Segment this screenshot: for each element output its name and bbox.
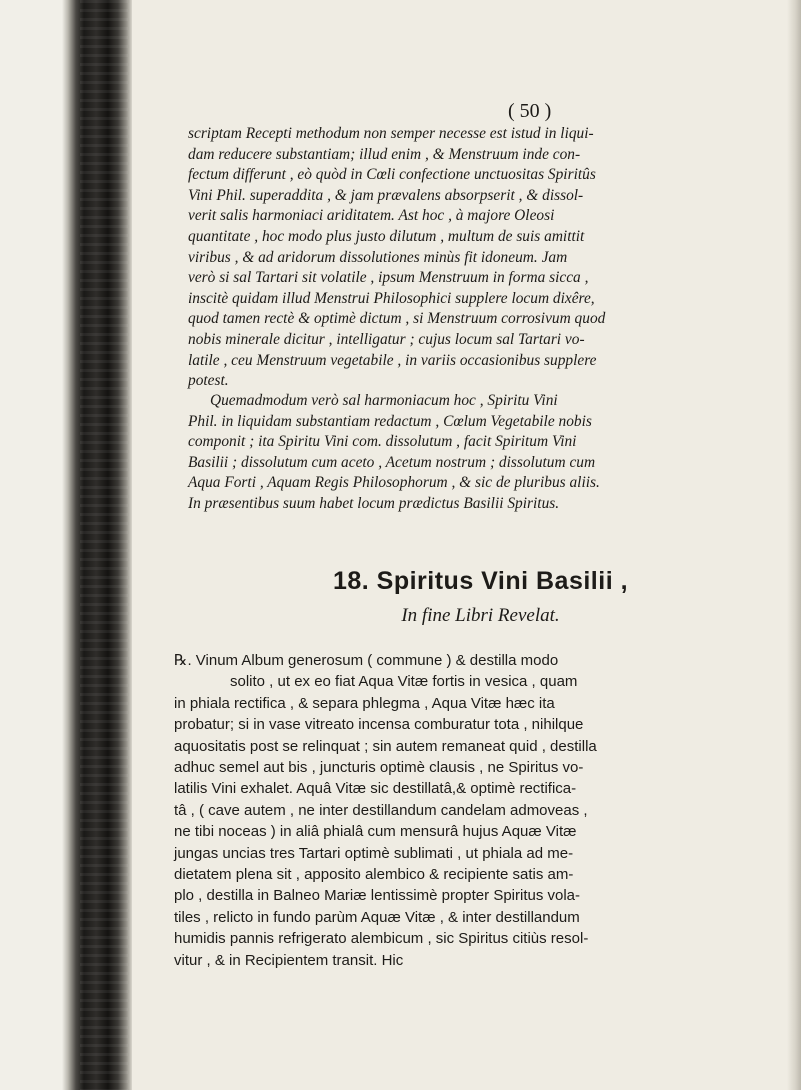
text-line: latile , ceu Menstruum vegetabile , in variis occasionibus supplere — [188, 351, 597, 369]
recipe-paragraph — [174, 650, 773, 971]
text-line: tâ , ( cave autem , ne inter destillandum candelam admoveas , — [174, 801, 588, 819]
text-line: plo , destilla in Balneo Mariæ lentissimè propter Spiritus vola- — [174, 887, 581, 905]
text-line: jungas uncias tres Tartari optimè sublimati , ut phiala ad me- — [174, 844, 574, 862]
text-line: inscitè quidam illud Menstrui Philosophici supplere locum dixêre, — [188, 289, 595, 307]
text-line: dietatem plena sit , apposito alembico & recipiente satis am- — [174, 866, 574, 884]
text-line: Vini Phil. superaddita , & jam prævalens absorpserit , & dissol- — [188, 186, 584, 204]
text-line: fectum differunt , eò quòd in Cœli confectione unctuositas Spiritûs — [188, 166, 596, 184]
text-line: Phil. in liquidam substantiam redactum , Cœlum Vegetabile nobis — [188, 412, 592, 430]
text-line: verò si sal Tartari sit volatile , ipsum Menstruum in forma sicca , — [188, 269, 589, 287]
paragraph-2 — [188, 391, 773, 515]
page-edge — [787, 0, 801, 1090]
text-line: dam reducere substantiam; illud enim , & Menstruum inde con- — [188, 145, 581, 163]
text-line: viribus , & ad aridorum dissolutiones minùs fit idoneum. Jam — [188, 248, 568, 266]
text-line: ℞. Vinum Album generosum ( commune ) & destilla modo — [174, 652, 559, 669]
text-line: latilis Vini exhalet. Aquâ Vitæ sic destillatâ,& optimè rectifica- — [174, 780, 577, 798]
text-line: Quemadmodum verò sal harmoniacum hoc , Spiritu Vini — [210, 392, 558, 409]
text-line: In præsentibus suum habet locum prædictus Basilii Spiritus. — [188, 494, 560, 512]
paragraph-1 — [188, 124, 773, 392]
text-line: potest. — [188, 372, 229, 390]
text-line: humidis pannis refrigerato alembicum , sic Spiritus citiùs resol- — [174, 930, 589, 948]
text-line: Basilii ; dissolutum cum aceto , Acetum nostrum ; dissolutum cum — [188, 453, 596, 471]
text-line: ne tibi noceas ) in aliâ phialâ cum mensurâ hujus Aquæ Vitæ — [174, 823, 577, 841]
text-line: probatur; si in vase vitreato incensa comburatur tota , nihilque — [174, 716, 584, 734]
text-line: nobis minerale dicitur , intelligatur ; cujus locum sal Tartari vo- — [188, 330, 585, 348]
text-line: adhuc semel aut bis , juncturis optimè clausis , ne Spiritus vo- — [174, 759, 584, 777]
page-number: ( 50 ) — [508, 100, 552, 122]
text-line: componit ; ita Spiritu Vini com. dissolutum , facit Spiritum Vini — [188, 433, 577, 451]
binding-shadow — [80, 0, 128, 1090]
text-line: aquositatis post se relinquat ; sin autem remaneat quid , destilla — [174, 737, 597, 755]
text-line: verit salis harmoniaci ariditatem. Ast hoc , à majore Oleosi — [188, 207, 555, 225]
text-line: scriptam Recepti methodum non semper necesse est istud in liqui- — [188, 125, 594, 142]
text-line: tiles , relicto in fundo parùm Aquæ Vitæ , & inter destillandum — [174, 908, 580, 926]
text-line: solito , ut ex eo fiat Aqua Vitæ fortis in vesica , quam — [230, 673, 578, 691]
section-heading: 18. Spiritus Vini Basilii , — [332, 567, 629, 595]
text-line: quantitate , hoc modo plus justo dilutum , multum de suis amittit — [188, 227, 585, 245]
text-line: quod tamen rectè & optimè dictum , si Menstruum corrosivum quod — [188, 310, 606, 328]
section-subheading: In fine Libri Revelat. — [401, 605, 560, 626]
text-line: vitur , & in Recipientem transit. Hic — [174, 951, 404, 969]
text-line: in phiala rectifica , & separa phlegma , Aqua Vitæ hæc ita — [174, 694, 555, 712]
text-line: Aqua Forti , Aquam Regis Philosophorum , & sic de pluribus aliis. — [188, 474, 600, 492]
